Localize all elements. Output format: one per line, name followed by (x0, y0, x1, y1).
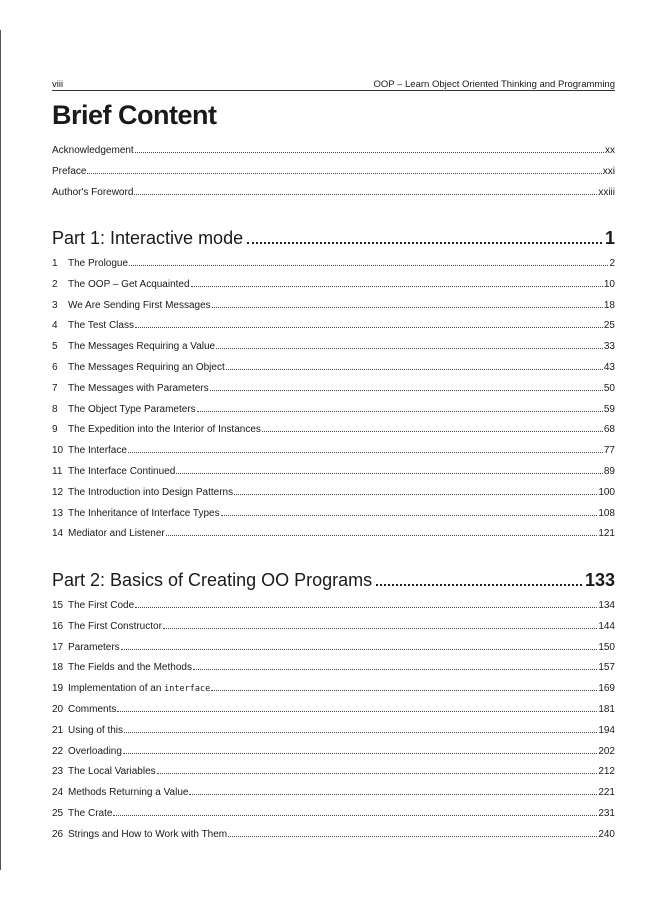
page-number: 157 (598, 662, 615, 674)
page-number: 33 (603, 341, 615, 353)
dot-leader (135, 327, 603, 328)
dot-leader (166, 535, 598, 536)
chapter-title: The Expedition into the Interior of Instances (68, 424, 261, 436)
dot-leader (197, 411, 603, 412)
chapter-number: 16 (52, 620, 64, 632)
chapter-title: The Fields and the Methods (68, 662, 192, 674)
entry-title (52, 683, 210, 694)
page-number: 194 (598, 724, 615, 736)
page-number: xxiii (598, 187, 615, 198)
dot-leader (134, 194, 597, 195)
page-number: xx (605, 145, 615, 156)
dot-leader (157, 773, 598, 774)
page-number: 181 (598, 704, 615, 715)
chapter-title: The Interface (68, 445, 127, 457)
chapter-entry[interactable] (52, 616, 615, 632)
page-number: 212 (598, 766, 615, 778)
chapter-title: Methods Returning a Value (68, 787, 189, 799)
chapter-number: 3 (52, 299, 58, 311)
chapter-number: 1 (52, 258, 58, 269)
dot-leader (117, 711, 597, 712)
dot-leader (376, 584, 582, 586)
chapter-entry[interactable] (52, 741, 615, 757)
page-number: 202 (598, 745, 615, 757)
page-number: 50 (603, 382, 615, 394)
chapter-title: Acknowledgement (52, 145, 134, 156)
entry-title (52, 404, 196, 415)
entry-title (52, 508, 220, 519)
page-number: 231 (598, 808, 615, 819)
page-number: 240 (598, 828, 615, 840)
chapter-entry[interactable] (52, 440, 615, 456)
entry-title (52, 829, 227, 840)
chapter-entry[interactable] (52, 336, 615, 352)
dot-leader (211, 690, 597, 691)
chapter-entry[interactable] (52, 274, 615, 290)
entry-title (52, 528, 165, 539)
entry-title (52, 279, 190, 290)
header-rule (52, 90, 615, 91)
chapter-title: The First Code (68, 600, 135, 611)
chapter-title: Author's Foreword (52, 187, 134, 198)
chapter-number: 12 (52, 486, 64, 498)
chapter-entry[interactable] (52, 399, 615, 415)
dot-leader (135, 607, 597, 608)
entry-title (52, 642, 120, 653)
chapter-title: We Are Sending First Messages (68, 299, 211, 311)
chapter-entry[interactable] (52, 357, 615, 373)
dot-leader (128, 452, 603, 453)
chapter-title: Preface (52, 166, 87, 177)
chapter-number: 5 (52, 341, 58, 353)
page-title: Brief Content (52, 100, 217, 130)
page-number: 133 (584, 570, 615, 590)
chapter-number: 18 (52, 662, 64, 674)
dot-leader (221, 515, 598, 516)
chapter-entry[interactable] (52, 419, 615, 435)
chapter-title: Parameters (68, 641, 120, 653)
dot-leader (212, 307, 603, 308)
page-number: 68 (603, 424, 615, 436)
part-title: Part 2: Basics of Creating OO Programs (52, 570, 373, 590)
chapter-entry[interactable] (52, 761, 615, 777)
chapter-number: 19 (52, 683, 64, 695)
dot-leader (247, 242, 602, 244)
dot-leader (189, 794, 597, 795)
chapter-number: 6 (52, 362, 58, 373)
entry-title (52, 725, 123, 736)
dot-leader (121, 649, 598, 650)
page-number: 43 (603, 362, 615, 373)
entry-title (52, 383, 209, 394)
chapter-entry[interactable] (52, 295, 615, 311)
chapter-entry[interactable] (52, 315, 615, 331)
chapter-title: The Messages Requiring an Object (68, 362, 225, 373)
chapter-entry[interactable] (52, 678, 615, 694)
entry-title (52, 704, 116, 715)
chapter-entry[interactable] (52, 378, 615, 394)
page-number: 134 (598, 600, 615, 611)
entry-title (52, 746, 122, 757)
chapter-number: 25 (52, 808, 64, 819)
header-book-title: OOP – Learn Object Oriented Thinking and Programming (373, 79, 615, 90)
chapter-entry[interactable] (52, 657, 615, 673)
chapter-title: The Test Class (68, 320, 134, 332)
chapter-entry[interactable] (52, 253, 615, 269)
dot-leader (216, 348, 603, 349)
page-number: 100 (598, 486, 615, 498)
entry-title (52, 166, 86, 177)
entry-title (52, 187, 133, 198)
entry-title (52, 424, 261, 435)
dot-leader (135, 152, 604, 153)
chapter-number: 21 (52, 724, 64, 736)
chapter-number: 24 (52, 787, 64, 799)
chapter-number: 7 (52, 382, 58, 394)
chapter-entry[interactable] (52, 503, 615, 519)
chapter-number: 23 (52, 766, 64, 778)
entry-title (52, 466, 175, 477)
dot-leader (123, 753, 597, 754)
chapter-entry[interactable] (52, 461, 615, 477)
front-matter-entry[interactable] (52, 140, 615, 156)
page-number: 108 (598, 507, 615, 519)
entry-title (52, 600, 134, 611)
entry-title (52, 445, 127, 456)
entry-title (52, 341, 215, 352)
entry-title (52, 662, 192, 673)
running-header (52, 76, 615, 90)
chapter-title: The Prologue (68, 258, 129, 269)
chapter-number: 13 (52, 507, 64, 519)
entry-title (52, 258, 128, 269)
chapter-number: 26 (52, 828, 64, 840)
page-number: 150 (598, 641, 615, 653)
dot-leader (191, 286, 603, 287)
page-number: 221 (598, 787, 615, 799)
chapter-title: The Messages Requiring a Value (68, 341, 216, 353)
chapter-title: The Messages with Parameters (68, 382, 209, 394)
page-number: 2 (609, 258, 615, 269)
entry-title (52, 621, 162, 632)
code-keyword: interface (164, 684, 211, 695)
chapter-title: The Local Variables (68, 766, 156, 778)
chapter-number: 8 (52, 403, 58, 415)
chapter-title: Comments (68, 704, 117, 715)
dot-leader (226, 369, 603, 370)
entry-title (52, 362, 225, 373)
page-left-edge (0, 30, 1, 870)
entry-title (52, 300, 211, 311)
chapter-title: The Crate (68, 808, 113, 819)
chapter-number: 9 (52, 424, 58, 436)
entry-title (52, 320, 134, 331)
chapter-title: The Object Type Parameters (68, 403, 196, 415)
chapter-title: The Inheritance of Interface Types (68, 507, 220, 519)
chapter-title: Strings and How to Work with Them (68, 828, 228, 840)
chapter-entry[interactable] (52, 523, 615, 539)
chapter-entry[interactable] (52, 595, 615, 611)
entry-title (52, 145, 134, 156)
page-number: 1 (604, 228, 615, 248)
dot-leader (163, 628, 597, 629)
dot-leader (234, 494, 597, 495)
dot-leader (113, 815, 597, 816)
chapter-number: 14 (52, 528, 64, 540)
chapter-number: 2 (52, 278, 58, 290)
chapter-title: The First Constructor (68, 620, 162, 632)
entry-title (52, 766, 156, 777)
front-matter-entry[interactable] (52, 161, 615, 177)
page-number: 10 (603, 278, 615, 290)
chapter-number: 22 (52, 745, 64, 757)
chapter-number: 17 (52, 641, 64, 653)
dot-leader (129, 265, 608, 266)
chapter-number: 15 (52, 600, 64, 611)
front-matter-entry[interactable] (52, 182, 615, 198)
chapter-title: The OOP – Get Acquainted (68, 278, 190, 290)
chapter-entry[interactable] (52, 699, 615, 715)
entry-title (52, 808, 112, 819)
dot-leader (210, 390, 603, 391)
page-number: 144 (598, 620, 615, 632)
page-number: 121 (598, 528, 615, 540)
page-number: 25 (603, 320, 615, 332)
chapter-entry[interactable] (52, 637, 615, 653)
entry-title (52, 787, 188, 798)
part-title: Part 1: Interactive mode (52, 228, 244, 248)
part-heading[interactable] (52, 225, 615, 249)
chapter-number: 10 (52, 445, 64, 457)
chapter-number: 11 (52, 466, 63, 477)
chapter-title: Using of this (68, 724, 124, 736)
page-number: 59 (603, 403, 615, 415)
part-heading[interactable] (52, 567, 615, 591)
dot-leader (124, 732, 597, 733)
entry-title (52, 487, 233, 498)
dot-leader (87, 173, 601, 174)
dot-leader (193, 669, 597, 670)
chapter-number: 4 (52, 320, 58, 332)
chapter-entry[interactable] (52, 824, 615, 840)
dot-leader (176, 473, 603, 474)
header-page-number: viii (52, 79, 64, 90)
dot-leader (228, 836, 597, 837)
chapter-entry[interactable] (52, 720, 615, 736)
chapter-entry[interactable] (52, 803, 615, 819)
chapter-title: Implementation of an (68, 683, 162, 695)
chapter-entry[interactable] (52, 482, 615, 498)
dot-leader (262, 431, 603, 432)
chapter-title: The Interface Continued (68, 466, 176, 477)
page-number: 77 (603, 445, 615, 457)
page-number: 169 (598, 683, 615, 695)
chapter-title: Overloading (68, 745, 122, 757)
chapter-entry[interactable] (52, 782, 615, 798)
page-number: xxi (602, 166, 615, 177)
page-number: 18 (603, 299, 615, 311)
chapter-title: Mediator and Listener (68, 528, 165, 540)
page-number: 89 (603, 466, 615, 477)
chapter-title: The Introduction into Design Patterns (68, 486, 234, 498)
chapter-number: 20 (52, 704, 64, 715)
